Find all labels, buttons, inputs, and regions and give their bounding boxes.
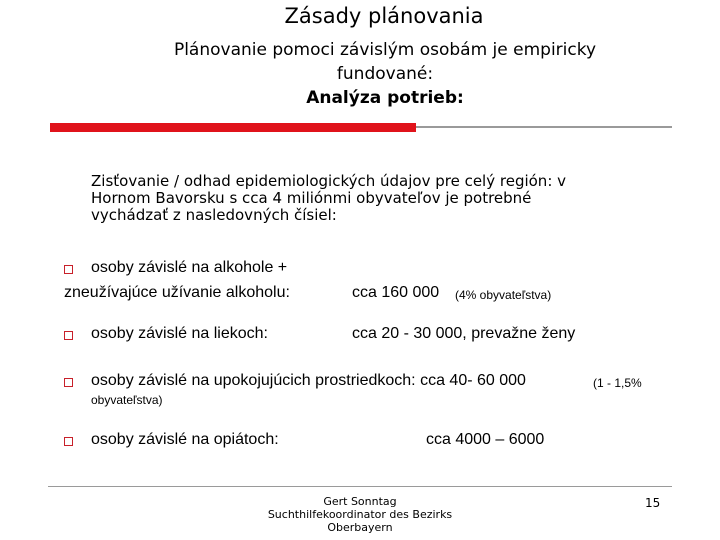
footer-author <box>200 495 520 534</box>
item-label: osoby závislé na upokojujúcich prostriedkoch: cca 40- 60 000 <box>91 372 526 389</box>
slide-title: Zásady plánovania <box>284 4 484 28</box>
item-value: cca 160 000 <box>352 284 440 301</box>
accent-bar <box>50 123 416 132</box>
footer-line: Oberbayern <box>327 521 393 534</box>
subtitle-bold-line: Analýza potrieb: <box>306 88 464 108</box>
page-number: 15 <box>645 496 661 510</box>
intro-paragraph <box>91 173 701 224</box>
item-label: osoby závislé na alkohole + <box>91 259 288 276</box>
bullet-square-icon <box>64 437 73 446</box>
intro-line: Zisťovanie / odhad epidemiologických údajov pre celý región: v <box>91 172 567 190</box>
footer-divider <box>48 486 672 487</box>
item-note-continued: obyvateľstva) <box>91 393 163 407</box>
item-value: cca 4000 – 6000 <box>426 431 545 448</box>
intro-line: Hornom Bavorsku s cca 4 miliónmi obyvateľov je potrebné <box>91 189 532 207</box>
subtitle-line: fundované: <box>336 64 434 84</box>
divider-line <box>416 126 672 128</box>
item-label: osoby závislé na opiátoch: <box>91 431 279 448</box>
bullet-square-icon <box>64 265 73 274</box>
item-note: (1 - 1,5% <box>593 376 642 390</box>
bullet-square-icon <box>64 378 73 387</box>
intro-line: vychádzať z nasledovných čísiel: <box>91 206 337 224</box>
slide-subtitle <box>125 38 645 110</box>
subtitle-line: Plánovanie pomoci závislým osobám je empiricky <box>173 40 597 60</box>
footer-line: Gert Sonntag <box>323 495 397 508</box>
item-label-continued: zneužívajúce užívanie alkoholu: <box>64 284 290 301</box>
footer-line: Suchthilfekoordinator des Bezirks <box>267 508 453 521</box>
item-label: osoby závislé na liekoch: <box>91 325 268 342</box>
bullet-square-icon <box>64 331 73 340</box>
item-value: cca 20 - 30 000, prevažne ženy <box>352 325 576 342</box>
item-note: (4% obyvateľstva) <box>455 288 552 302</box>
